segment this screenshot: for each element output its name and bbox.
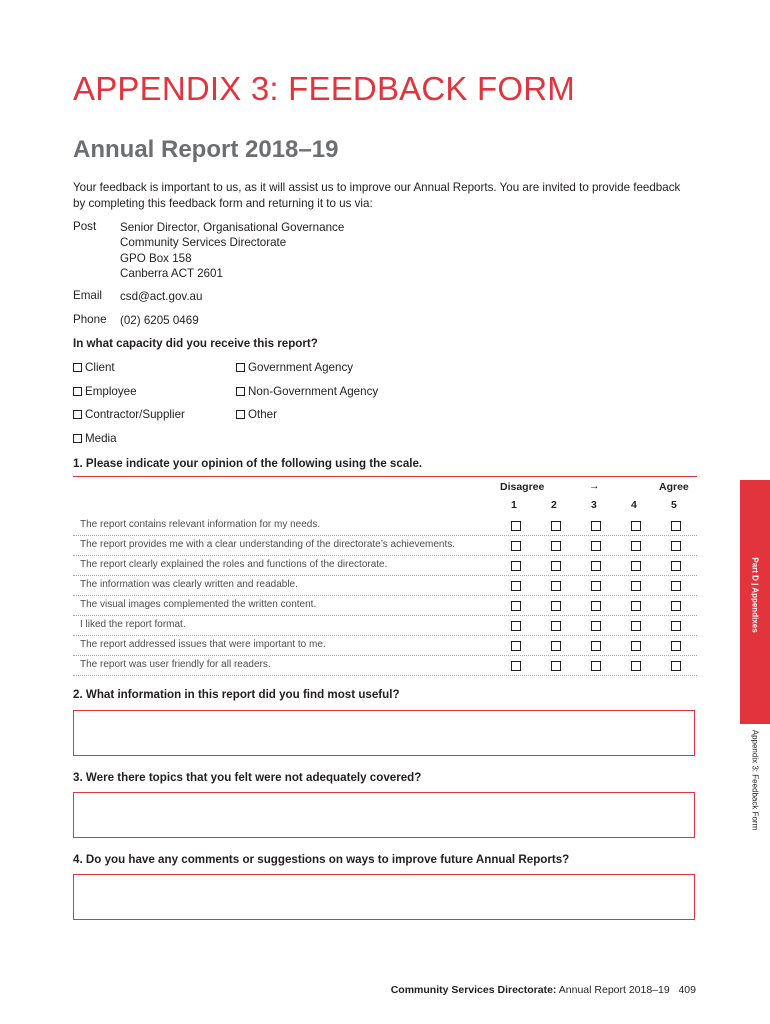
post-label: Post (73, 220, 97, 233)
rating-checkbox-1[interactable] (511, 561, 521, 571)
question-2: 2. What information in this report did you find most useful? (73, 688, 400, 701)
option-contractor-supplier[interactable]: Contractor/Supplier (73, 408, 185, 421)
option-employee[interactable]: Employee (73, 385, 137, 398)
agree-label: Agree (659, 481, 689, 493)
address-line: Community Services Directorate (120, 236, 287, 250)
rating-checkbox-3[interactable] (591, 541, 601, 551)
intro-text: Your feedback is important to us, as it will assist us to improve our Annual Reports. You are invited to provide feedback by completing this feedback form and returning it to us via: (73, 181, 681, 210)
rating-checkbox-2[interactable] (551, 601, 561, 611)
rating-row (73, 535, 697, 556)
rating-row (73, 615, 697, 636)
rating-checkbox-2[interactable] (551, 641, 561, 651)
rating-checkbox-5[interactable] (671, 521, 681, 531)
checkbox[interactable] (73, 434, 82, 443)
rating-checkbox-5[interactable] (671, 601, 681, 611)
scale-divider (73, 476, 697, 477)
rating-checkbox-5[interactable] (671, 641, 681, 651)
rating-checkbox-2[interactable] (551, 581, 561, 591)
rating-statement: The report provides me with a clear understanding of the directorate’s achievements. (80, 539, 456, 550)
address-line: Canberra ACT 2601 (120, 266, 223, 280)
rating-checkbox-3[interactable] (591, 601, 601, 611)
rating-checkbox-3[interactable] (591, 641, 601, 651)
rating-row (73, 555, 697, 576)
section-tab-label: Part D | Appendixes (750, 557, 760, 633)
phone-value: (02) 6205 0469 (120, 314, 199, 327)
rating-checkbox-1[interactable] (511, 521, 521, 531)
rating-checkbox-2[interactable] (551, 661, 561, 671)
rating-checkbox-1[interactable] (511, 661, 521, 671)
rating-checkbox-4[interactable] (631, 581, 641, 591)
rating-checkbox-2[interactable] (551, 541, 561, 551)
scale-number: 4 (631, 499, 637, 511)
rating-statement: I liked the report format. (80, 619, 186, 630)
question-4: 4. Do you have any comments or suggestions on ways to improve future Annual Reports? (73, 853, 570, 866)
address-line: Senior Director, Organisational Governance (120, 221, 345, 234)
rating-checkbox-5[interactable] (671, 661, 681, 671)
rating-checkbox-4[interactable] (631, 601, 641, 611)
page-title: APPENDIX 3: FEEDBACK FORM (73, 70, 575, 107)
disagree-label: Disagree (500, 481, 545, 493)
rating-statement: The report addressed issues that were important to me. (80, 639, 326, 650)
rating-statement: The report clearly explained the roles and functions of the directorate. (80, 559, 388, 570)
rating-checkbox-3[interactable] (591, 621, 601, 631)
checkbox[interactable] (73, 410, 82, 419)
scale-number: 3 (591, 499, 597, 511)
rating-checkbox-3[interactable] (591, 581, 601, 591)
rating-row (73, 655, 697, 676)
rating-row (73, 575, 697, 596)
checkbox[interactable] (236, 387, 245, 396)
option-non-government-agency[interactable]: Non-Government Agency (236, 385, 378, 398)
rating-statement: The report was user friendly for all readers. (80, 659, 271, 670)
option-client[interactable]: Client (73, 361, 115, 374)
rating-checkbox-1[interactable] (511, 541, 521, 551)
page-number: 409 (678, 984, 696, 996)
answer-box-q4[interactable] (73, 874, 695, 920)
option-government-agency[interactable]: Government Agency (236, 361, 353, 374)
rating-checkbox-2[interactable] (551, 561, 561, 571)
rating-checkbox-1[interactable] (511, 601, 521, 611)
answer-box-q3[interactable] (73, 792, 695, 838)
rating-checkbox-4[interactable] (631, 641, 641, 651)
post-address (120, 220, 344, 281)
option-other[interactable]: Other (236, 408, 277, 421)
email-label: Email (73, 289, 102, 302)
question-3: 3. Were there topics that you felt were not adequately covered? (73, 771, 422, 784)
capacity-question: In what capacity did you receive this report? (73, 337, 318, 350)
footer-report: Annual Report 2018–19 (558, 984, 670, 996)
checkbox[interactable] (236, 410, 245, 419)
address-line: GPO Box 158 (120, 251, 192, 265)
rating-checkbox-5[interactable] (671, 581, 681, 591)
answer-box-q2[interactable] (73, 710, 695, 756)
rating-checkbox-1[interactable] (511, 621, 521, 631)
rating-checkbox-4[interactable] (631, 561, 641, 571)
rating-checkbox-1[interactable] (511, 641, 521, 651)
rating-checkbox-4[interactable] (631, 661, 641, 671)
rating-checkbox-5[interactable] (671, 621, 681, 631)
rating-checkbox-4[interactable] (631, 541, 641, 551)
side-section-wrap (742, 725, 768, 835)
section-tab-label-wrap (740, 480, 770, 710)
rating-row (73, 595, 697, 616)
rating-row (73, 635, 697, 656)
rating-statement: The report contains relevant information for my needs. (80, 519, 321, 530)
option-media[interactable]: Media (73, 432, 117, 445)
side-section-label: Appendix 3: Feedback Form (750, 729, 760, 831)
rating-checkbox-4[interactable] (631, 621, 641, 631)
scale-question: 1. Please indicate your opinion of the following using the scale. (73, 457, 423, 470)
rating-row (73, 515, 697, 536)
rating-checkbox-3[interactable] (591, 661, 601, 671)
rating-checkbox-5[interactable] (671, 561, 681, 571)
footer-org: Community Services Directorate: (390, 984, 557, 996)
report-subtitle: Annual Report 2018–19 (73, 136, 339, 163)
rating-checkbox-4[interactable] (631, 521, 641, 531)
rating-statement: The visual images complemented the written content. (80, 599, 317, 610)
checkbox[interactable] (73, 363, 82, 372)
rating-checkbox-1[interactable] (511, 581, 521, 591)
scale-number: 1 (511, 499, 517, 511)
rating-checkbox-3[interactable] (591, 561, 601, 571)
page-footer (391, 984, 696, 996)
rating-statement: The information was clearly written and readable. (80, 579, 298, 590)
scale-number: 2 (551, 499, 557, 511)
scale-number: 5 (671, 499, 677, 511)
email-link[interactable]: csd@act.gov.au (120, 290, 203, 303)
checkbox[interactable] (73, 387, 82, 396)
rating-checkbox-3[interactable] (591, 521, 601, 531)
arrow-right-icon: → (589, 480, 600, 492)
phone-label: Phone (73, 313, 107, 326)
rating-checkbox-2[interactable] (551, 521, 561, 531)
rating-checkbox-5[interactable] (671, 541, 681, 551)
rating-checkbox-2[interactable] (551, 621, 561, 631)
checkbox[interactable] (236, 363, 245, 372)
